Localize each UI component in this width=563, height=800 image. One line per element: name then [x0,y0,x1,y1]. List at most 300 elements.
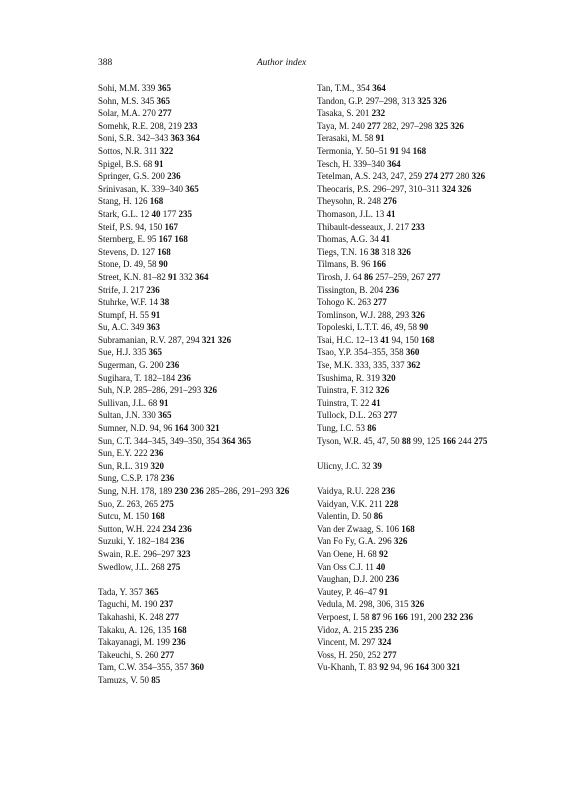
author-name: Van Oene, H. [317,548,366,559]
index-entry [317,195,529,208]
page-ref: 95 [147,234,157,245]
page-ref: 311 [144,145,158,156]
page-ref: 344–345, 349–350, 354 [134,435,220,446]
index-entry [98,422,298,435]
author-name: Topoleski, L.T.T. [317,322,379,333]
page-ref: 260 [144,649,159,660]
page-ref: 248 [367,196,381,207]
page-ref-bold: 277 [158,108,172,119]
author-name: Voss, H. [317,649,348,660]
page-ref-bold: 360 [405,347,420,358]
page-ref: 50 [362,511,372,522]
page-ref: 32 [361,460,371,471]
index-entry [98,359,298,372]
index-entry [98,661,298,674]
author-name: Tse, M.K. [317,360,353,371]
author-name: Strife, J. [98,284,129,295]
page-ref-bold: 274 [424,171,438,182]
author-name: Theysohn, R. [317,196,366,207]
author-name: Tasaka, S. [317,108,354,119]
index-entry [317,120,529,133]
author-name: Sun, R.L. [98,460,133,471]
author-name: Springer, G.S. [98,171,150,182]
page-ref: 178 [145,473,159,484]
author-name: Tsao, Y.P. [317,347,352,358]
author-name: Steif, P.S. [98,221,134,232]
index-entry [98,447,298,460]
page-ref: 64 [352,271,362,282]
index-entry [98,107,298,120]
index-entry [98,674,298,687]
author-name: Tetelman, A.S. [317,171,371,182]
author-name: Tung, I.C. [317,423,354,434]
page-ref: 250, 252 [349,649,381,660]
author-name: Terasaki, M. [317,133,363,144]
index-entry [98,384,298,397]
page-ref-bold: 39 [372,460,382,471]
page-ref-bold: 91 [390,145,400,156]
page-ref-bold: 87 [371,611,381,622]
page-ref: 55 [140,309,150,320]
author-name: Vaughan, D.J. [317,574,368,585]
page-ref-bold: 326 [397,246,411,257]
page-ref: 182–184 [143,372,176,383]
index-entry [317,384,529,397]
page-ref-bold: 86 [367,423,377,434]
page-ref-bold: 326 [457,183,472,194]
author-name: Sohn, M.S. [98,95,139,106]
author-name: Somehk, R.E. [98,120,149,131]
page-ref-bold: 277 [383,649,397,660]
index-entry [98,321,298,334]
index-entry [98,636,298,649]
author-name: Sutton, W.H. [98,523,145,534]
index-entry [98,221,298,234]
index-entry [98,183,298,196]
page-ref: 16 [359,246,369,257]
index-entry [317,82,529,95]
page-ref-bold: 326 [410,599,425,610]
page-ref: 208, 219 [150,120,182,131]
page-ref: 319 [366,372,380,383]
author-name: Sullivan, J.L. [98,397,147,408]
page-ref-bold: 228 [384,498,399,509]
page-ref: 228 [365,486,380,496]
page-ref: 300 [190,423,204,434]
author-name: Tomlinson, W.J. [317,309,376,320]
page-ref: 211 [369,498,383,509]
section-gap [317,472,529,485]
page-ref-bold: 326 [203,385,218,396]
page-ref: 312 [359,385,374,396]
index-entry [98,397,298,410]
author-name: Van der Zwaag, S. [317,523,384,534]
author-name: Sugerman, G. [98,360,148,371]
page-ref-bold: 90 [158,259,168,270]
page-ref: 248 [149,611,164,622]
author-name: Tissington, B. [317,284,368,295]
page-ref-bold: 168 [420,334,435,345]
page-ref: 215 [353,624,367,635]
index-entry [317,95,529,108]
page-ref: 190 [143,599,158,610]
page-ref-bold: 168 [401,523,415,534]
page-ref-bold: 92 [379,662,389,673]
page-ref: 342–343 [136,133,169,144]
page-ref-bold: 236 [146,284,160,295]
author-name: Sottos, N.R. [98,145,143,156]
page-ref-bold: 236 [177,372,191,383]
page-ref: 224 [146,523,161,534]
index-entry [317,573,529,586]
page-ref: 270 [142,108,156,119]
page-ref-bold: 365 [158,410,172,421]
index-entry [317,397,529,410]
page-ref-bold: 235 [369,624,383,635]
index-entry [98,132,298,145]
author-name: Tesch, H. [317,158,352,169]
page-ref-bold: 326 [275,486,290,496]
index-entry [317,296,529,309]
index-entry [98,208,298,221]
page-ref: 296 [378,536,392,547]
page-ref-bold: 277 [426,271,441,282]
page-ref: 191, 200 [410,611,442,622]
author-name: Tsushima, R. [317,372,365,383]
index-entry [98,624,298,637]
author-name: Taguchi, M. [98,599,142,610]
page-ref-bold: 236 [172,637,186,648]
page-ref: 263 [367,410,382,421]
page-ref: 204 [369,284,384,295]
index-entry [317,485,529,498]
page-ref-bold: 277 [440,171,454,182]
page-ref: 96 [361,259,371,270]
page-ref-bold: 363 [146,322,161,333]
section-gap [98,573,298,586]
page-ref-bold: 236 [384,624,399,635]
page-ref: 200 [369,574,384,585]
page-ref: 285–286, 291–293 [133,385,202,396]
author-name: Sutcu, M. [98,511,134,522]
page-ref-bold: 235 [178,208,192,219]
index-entry [317,498,529,511]
page-ref: 263, 265 [126,498,159,509]
index-entry [98,95,298,108]
page-ref-bold: 365 [148,347,163,358]
author-name: Van Fo Fy, G.A. [317,536,376,547]
index-entry [317,284,529,297]
page-ref: 94, 96 [390,662,414,673]
index-entry [98,498,298,511]
page-ref: 94, 96 [149,423,173,434]
author-name: Spigel, B.S. [98,158,142,169]
author-name: Tandon, G.P. [317,95,364,106]
page-ref-bold: 41 [386,208,396,219]
page-ref: 22 [360,397,370,408]
page-ref: 330 [142,410,156,421]
index-entry [317,158,529,171]
index-entry [98,158,298,171]
author-name: Tilmans, B. [317,259,359,270]
index-entry [98,284,298,297]
page-ref: 349 [130,322,145,333]
page-ref-bold: 236 [149,448,164,459]
page-ref-bold: 88 [401,435,411,446]
index-entry [317,510,529,523]
page-ref: 243, 247, 259 [372,171,423,182]
author-name: Tiegs, T.N. [317,246,357,257]
author-name: Suh, N.P. [98,385,132,396]
page-ref-bold: 364 [372,83,386,93]
index-entry [98,485,298,498]
page-ref-bold: 364 [387,158,401,169]
index-entry [98,170,298,183]
page-ref: 14 [149,297,159,308]
author-name: Sohi, M.M. [98,83,140,93]
author-name: Taya, M. [317,120,350,131]
page-ref-bold: 166 [394,611,408,622]
author-name: Soni, S.R. [98,133,135,144]
index-entry [98,409,298,422]
page-ref-bold: 230 [174,486,189,496]
page-ref-bold: 236 [459,611,473,622]
author-name: Valentin, D. [317,511,361,522]
author-name: Swain, R.E. [98,548,142,559]
author-name: Sumner, N.D. [98,423,148,434]
page-ref: 106 [385,523,399,534]
author-name: Subramanian, R.V. [98,334,166,345]
index-entry [317,661,529,674]
page-ref-bold: 275 [473,435,488,446]
page-ref-bold: 236 [385,574,399,585]
index-entry [317,107,529,120]
page-ref-bold: 326 [450,120,464,131]
page-ref-bold: 362 [406,360,421,371]
page-ref-bold: 166 [442,435,456,446]
page-ref-bold: 321 [201,334,216,345]
author-name: Tam, C.W. [98,662,137,673]
page-ref-bold: 364 [186,133,200,144]
index-entry [98,611,298,624]
page-ref-bold: 236 [178,523,192,534]
index-entry [317,221,529,234]
author-name: Vincent, M. [317,637,360,648]
index-entry [317,598,529,611]
page-ref: 58 [360,611,370,622]
page-ref: 268 [151,561,165,572]
author-name: Vautey, P. [317,586,353,597]
author-name: Suo, Z. [98,498,125,509]
author-name: Vu-Khanh, T. [317,662,366,673]
page-ref-bold: 168 [149,196,164,207]
page-ref-bold: 275 [166,561,181,572]
page-ref-bold: 91 [168,271,177,282]
author-name: Sun, E.Y. [98,448,132,459]
page-ref: 240 [351,120,365,131]
author-name: Stuhrke, W.F. [98,297,147,308]
author-name: Vaidya, R.U. [317,486,364,496]
page-ref-bold: 236 [385,284,399,295]
index-entry [317,346,529,359]
author-name: Thibault-desseaux, J. [317,221,394,232]
page-ref-bold: 167 [164,221,179,232]
page-ref: 94, 150 [135,221,163,232]
author-name: Tuinstra, F. [317,385,358,396]
index-entry [317,535,529,548]
author-name: Ulicny, J.C. [317,460,360,471]
author-name: Van Oss C.J. [317,561,364,572]
index-entry [98,195,298,208]
page-ref: 46–47 [354,586,377,597]
author-name: Tada, Y. [98,586,128,597]
page-ref-bold: 168 [412,145,427,156]
index-entry [317,246,529,259]
author-name: Vaidyan, V.K. [317,498,368,509]
page-ref-bold: 91 [151,309,161,320]
page-ref: 46, 49, 58 [381,322,418,333]
page-ref: 127 [141,246,155,257]
page-ref-bold: 236 [170,536,185,547]
page-ref-bold: 168 [151,511,165,522]
index-entry [317,649,529,662]
page-ref-bold: 167 [158,234,173,245]
page-ref: 339 [141,83,156,93]
page-ref-bold: 92 [379,548,388,559]
author-name: Sternberg, E. [98,234,146,245]
index-entry [317,372,529,385]
page-ref: 83 [368,662,378,673]
page-ref-bold: 85 [151,674,161,685]
page-ref: 96 [383,611,392,622]
page-ref: 332 [179,271,193,282]
page-ref-bold: 365 [157,83,172,93]
author-name: Takaku, A. [98,624,138,635]
page-ref-bold: 168 [173,624,187,635]
page-ref-bold: 360 [190,662,205,673]
page-ref: 300 [431,662,445,673]
page-ref: 182–184 [137,536,169,547]
page-ref: 178, 189 [140,486,173,496]
index-entry [98,548,298,561]
index-entry [98,258,298,271]
page-ref-bold: 236 [381,486,395,496]
page-ref: 58 [364,133,374,144]
index-entry [98,334,298,347]
index-entry [98,145,298,158]
index-entry [98,460,298,473]
page-ref-bold: 40 [151,208,161,219]
page-ref-bold: 326 [411,309,425,320]
page-ref-bold: 363 [170,133,185,144]
author-name: Stark, G.L. [98,208,138,219]
page-ref: 81–82 [143,271,166,282]
page-ref: 200 [151,171,165,182]
index-entry [98,233,298,246]
page-ref-bold: 365 [145,586,159,597]
page-ref: 68 [367,548,377,559]
page-ref: 126, 135 [139,624,171,635]
author-name: Srinivasan, K. [98,183,150,194]
index-entry [317,636,529,649]
page-ref: 280 [455,171,470,182]
index-entry [98,346,298,359]
page-ref: 34 [369,234,379,245]
page-ref-bold: 326 [375,385,390,396]
page-ref-bold: 40 [376,561,386,572]
index-entry [317,271,529,284]
author-name: Stone, D. [98,259,132,270]
page-ref-bold: 365 [185,183,199,194]
page-number: 388 [98,58,113,68]
index-entry [317,561,529,574]
page-ref-bold: 277 [373,297,387,308]
page-ref: 150 [135,511,150,522]
page-ref: 99, 125 [413,435,441,446]
page-ref-bold: 325 [434,120,449,131]
page-ref: 345 [140,95,155,106]
index-entry [317,132,529,145]
page-ref-bold: 326 [393,536,408,547]
index-entry [98,296,298,309]
page-ref-bold: 166 [372,259,386,270]
index-entry [317,586,529,599]
index-entry [98,510,298,523]
page-ref-bold: 324 [442,183,456,194]
page-ref: 354 [356,83,371,93]
page-ref: 200 [150,360,164,371]
page-ref-bold: 275 [160,498,174,509]
author-name: Su, A.C. [98,322,129,333]
index-entry [317,309,529,322]
page-ref-bold: 326 [433,95,447,106]
author-name: Tan, T.M., [317,83,355,93]
index-entry [317,334,529,347]
author-name: Sultan, J.N. [98,410,141,421]
page-ref: 126 [134,196,148,207]
page-ref-bold: 41 [381,234,390,245]
author-name: Thomas, A.G. [317,234,368,245]
page-ref-bold: 168 [174,234,188,245]
page-ref-bold: 91 [154,158,164,169]
page-ref: 357 [129,586,143,597]
page-ref: 201 [355,108,370,119]
index-entry [98,535,298,548]
page-ref-bold: 321 [446,662,461,673]
page-ref: 354–355, 357 [138,662,189,673]
page-ref-bold: 322 [159,145,174,156]
page-ref: 12 [140,208,150,219]
index-entry [317,460,529,473]
author-name: Tyson, W.R. [317,435,362,446]
author-name: Tuinstra, T. [317,397,359,408]
page-ref: 199 [156,637,170,648]
page-ref-bold: 237 [159,599,174,610]
index-entry [98,372,298,385]
page-ref-bold: 323 [177,548,191,559]
page-ref-bold: 276 [383,196,397,207]
index-entry [317,208,529,221]
running-head: Author index [256,58,307,68]
author-name: Tullock, D.L. [317,410,366,421]
index-entry [317,170,529,183]
index-entry [317,523,529,536]
page-ref: 244 [458,435,472,446]
author-name: Street, K.N. [98,271,141,282]
author-name: Tsai, H.C. [317,334,354,345]
page-ref-bold: 326 [217,334,232,345]
page-ref: 94 [401,145,411,156]
